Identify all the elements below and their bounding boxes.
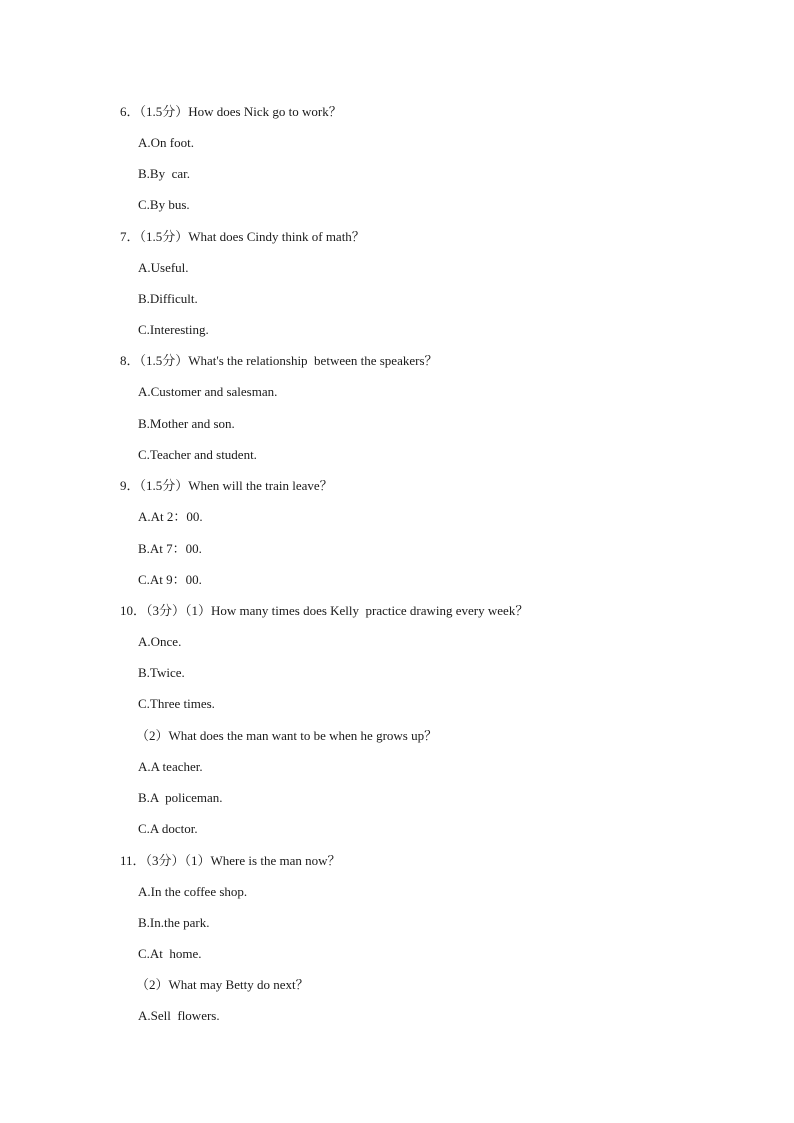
- question-11-option-b: B.In.the park.: [138, 915, 210, 930]
- question-10-sub-option-b: B.A policeman.: [138, 790, 223, 805]
- question-6-stem: 6．（1.5分）How does Nick go to work？: [120, 104, 342, 119]
- question-8-option-a: A.Customer and salesman.: [138, 384, 278, 399]
- question-11-stem: 11．（3分）（1）Where is the man now？: [120, 853, 341, 868]
- question-11-sub-option-a: A.Sell flowers.: [138, 1008, 220, 1023]
- question-8-option-c: C.Teacher and student.: [138, 447, 257, 462]
- question-8-option-b: B.Mother and son.: [138, 416, 235, 431]
- question-8-stem: 8．（1.5分）What's the relationship between the speakers？: [120, 353, 438, 368]
- question-9-option-c: C.At 9：00.: [138, 572, 202, 587]
- question-10-stem: 10．（3分）（1）How many times does Kelly practice drawing every week？: [120, 603, 529, 618]
- question-6-option-a: A.On foot.: [138, 135, 194, 150]
- question-10-option-b: B.Twice.: [138, 665, 185, 680]
- question-10-sub-option-a: A.A teacher.: [138, 759, 203, 774]
- question-11-option-a: A.In the coffee shop.: [138, 884, 248, 899]
- question-7-option-a: A.Useful.: [138, 260, 189, 275]
- question-9-option-b: B.At 7：00.: [138, 541, 202, 556]
- question-10-option-a: A.Once.: [138, 634, 182, 649]
- question-9-option-a: A.At 2：00.: [138, 509, 203, 524]
- question-10-sub-option-c: C.A doctor.: [138, 821, 198, 836]
- question-10-sub-stem: （2）What does the man want to be when he grows up？: [136, 728, 438, 743]
- question-7-option-b: B.Difficult.: [138, 291, 198, 306]
- question-7-stem: 7．（1.5分）What does Cindy think of math？: [120, 229, 365, 244]
- question-11-sub-stem: （2）What may Betty do next？: [136, 977, 309, 992]
- question-7-option-c: C.Interesting.: [138, 322, 209, 337]
- question-9-stem: 9．（1.5分）When will the train leave？: [120, 478, 333, 493]
- question-10-option-c: C.Three times.: [138, 696, 215, 711]
- question-6-option-b: B.By car.: [138, 166, 190, 181]
- question-6-option-c: C.By bus.: [138, 197, 190, 212]
- question-11-option-c: C.At home.: [138, 946, 202, 961]
